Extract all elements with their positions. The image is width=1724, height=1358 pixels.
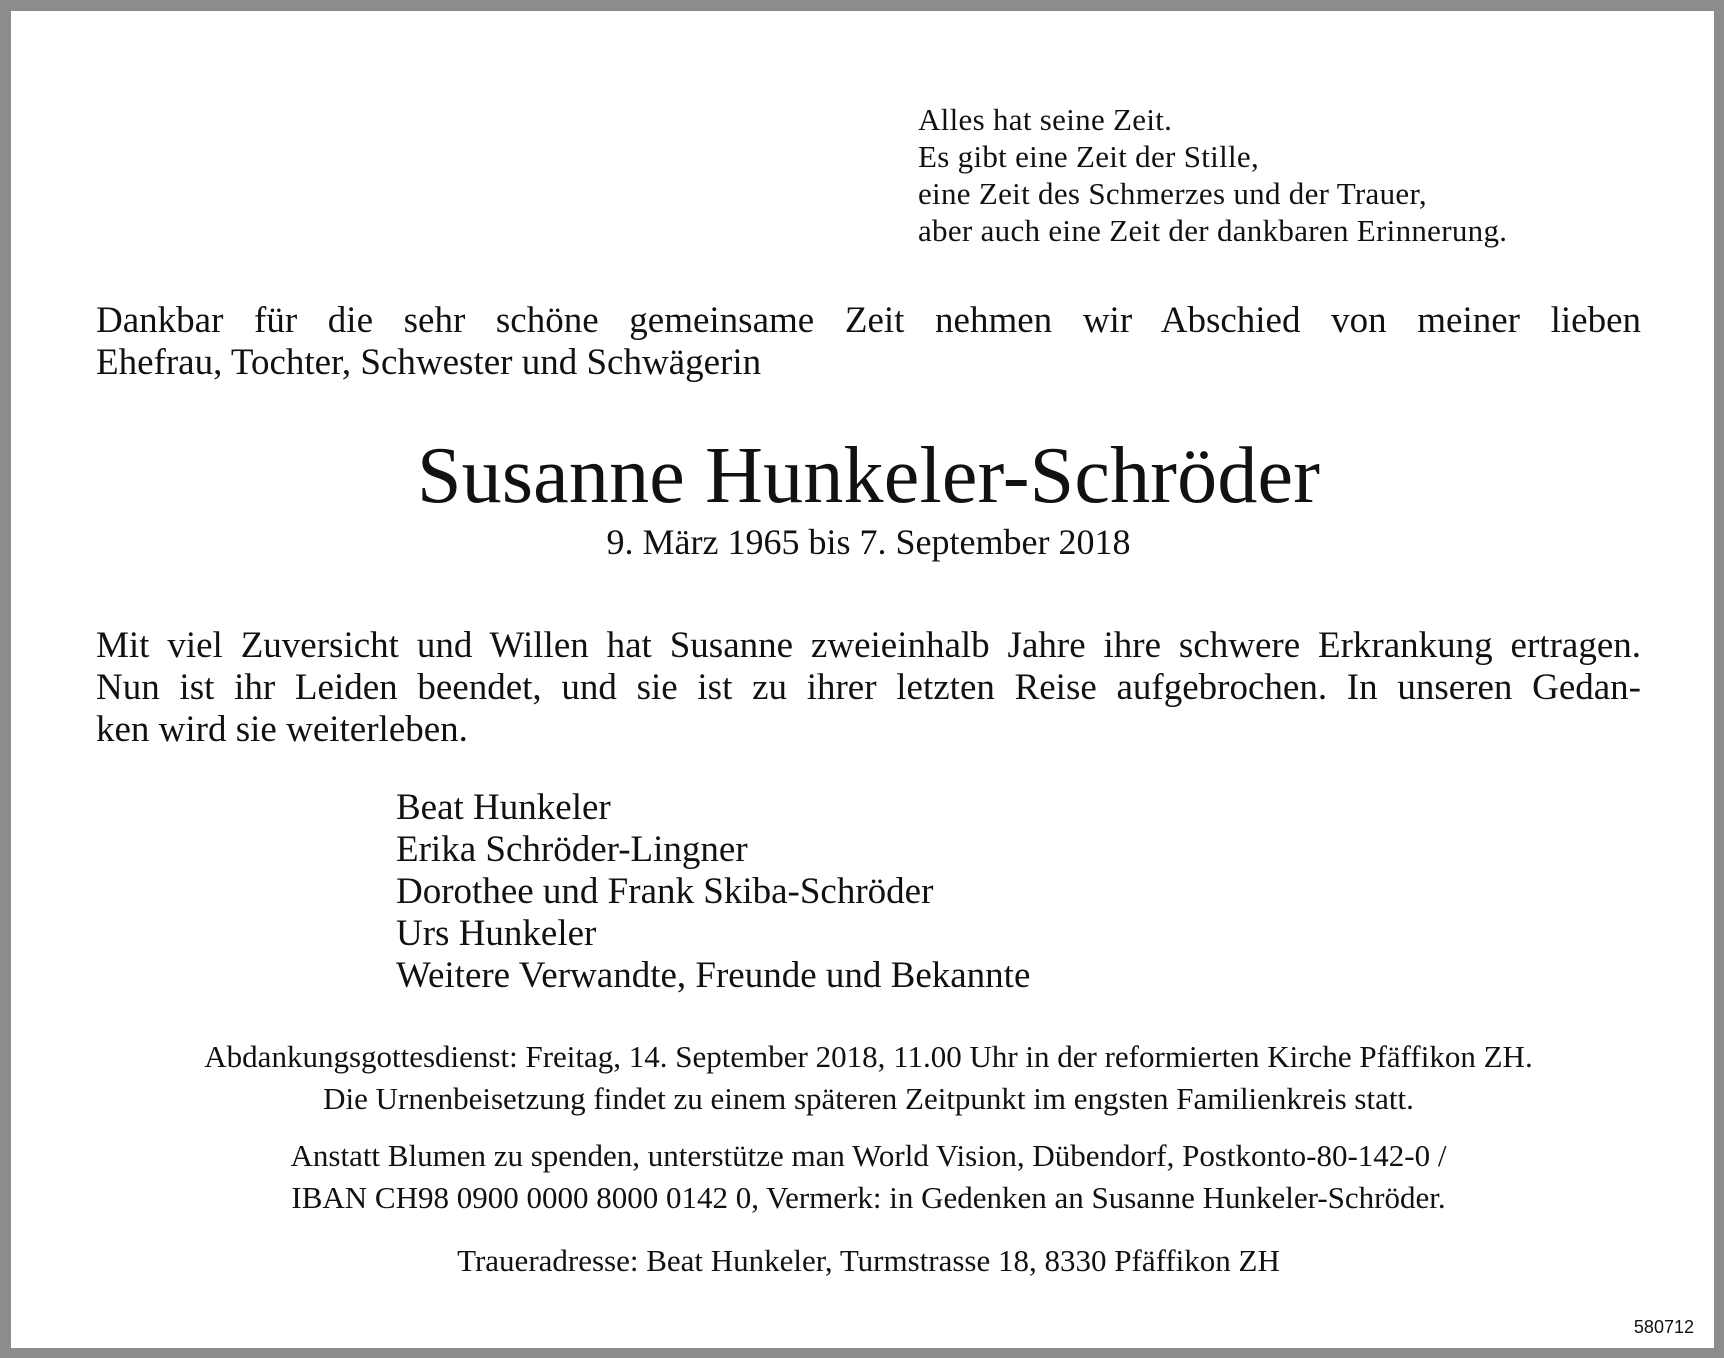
donation-line: Anstatt Blumen zu spenden, unterstütze man World Vision, Dübendorf, Postkonto-80-142-0 / (290, 1138, 1447, 1173)
intro-paragraph (96, 300, 1641, 384)
intro-line: Dankbar für die sehr schöne gemeinsame Zeit nehmen wir Abschied von meiner lieben (96, 300, 1641, 341)
mourners-list (396, 787, 1030, 997)
mourning-address: Traueradresse: Beat Hunkeler, Turmstrasse 18, 8330 Pfäffikon ZH (457, 1243, 1280, 1278)
reference-number: 580712 (1633, 1317, 1694, 1337)
donation-line: IBAN CH98 0900 0000 8000 0142 0, Vermerk: in Gedenken an Susanne Hunkeler-Schröder. (291, 1180, 1446, 1215)
motto-line: aber auch eine Zeit der dankbaren Erinnerung. (918, 213, 1508, 248)
intro-line: Ehefrau, Tochter, Schwester und Schwägerin (96, 342, 762, 383)
message-paragraph (96, 625, 1641, 751)
mourner-name: Beat Hunkeler (396, 787, 611, 828)
motto-line: Alles hat seine Zeit. (918, 102, 1173, 137)
message-line: Nun ist ihr Leiden beendet, und sie ist zu ihrer letzten Reise aufgebrochen. In unseren Gedan- (96, 667, 1641, 708)
mourner-name: Dorothee und Frank Skiba-Schröder (396, 871, 934, 912)
service-line: Abdankungsgottesdienst: Freitag, 14. September 2018, 11.00 Uhr in der reformierten Kirche Pfäffikon ZH. (204, 1039, 1533, 1074)
message-line: Mit viel Zuversicht und Willen hat Susanne zweieinhalb Jahre ihre schwere Erkrankung ertragen. (96, 625, 1641, 666)
motto-line: Es gibt eine Zeit der Stille, (918, 139, 1260, 174)
deceased-name: Susanne Hunkeler-Schröder (416, 432, 1321, 520)
motto-line: eine Zeit des Schmerzes und der Trauer, (918, 176, 1427, 211)
life-dates: 9. März 1965 bis 7. September 2018 (606, 522, 1131, 562)
service-line: Die Urnenbeisetzung findet zu einem späteren Zeitpunkt im engsten Familienkreis statt. (323, 1081, 1414, 1116)
motto-verse (918, 101, 1507, 249)
service-info (96, 1036, 1641, 1120)
mourner-name: Erika Schröder-Lingner (396, 829, 748, 870)
obituary-page (11, 11, 1714, 1348)
message-line: ken wird sie weiterleben. (96, 709, 468, 750)
mourner-name: Urs Hunkeler (396, 913, 597, 954)
mourner-name: Weitere Verwandte, Freunde und Bekannte (396, 955, 1031, 996)
donation-info (96, 1135, 1641, 1219)
